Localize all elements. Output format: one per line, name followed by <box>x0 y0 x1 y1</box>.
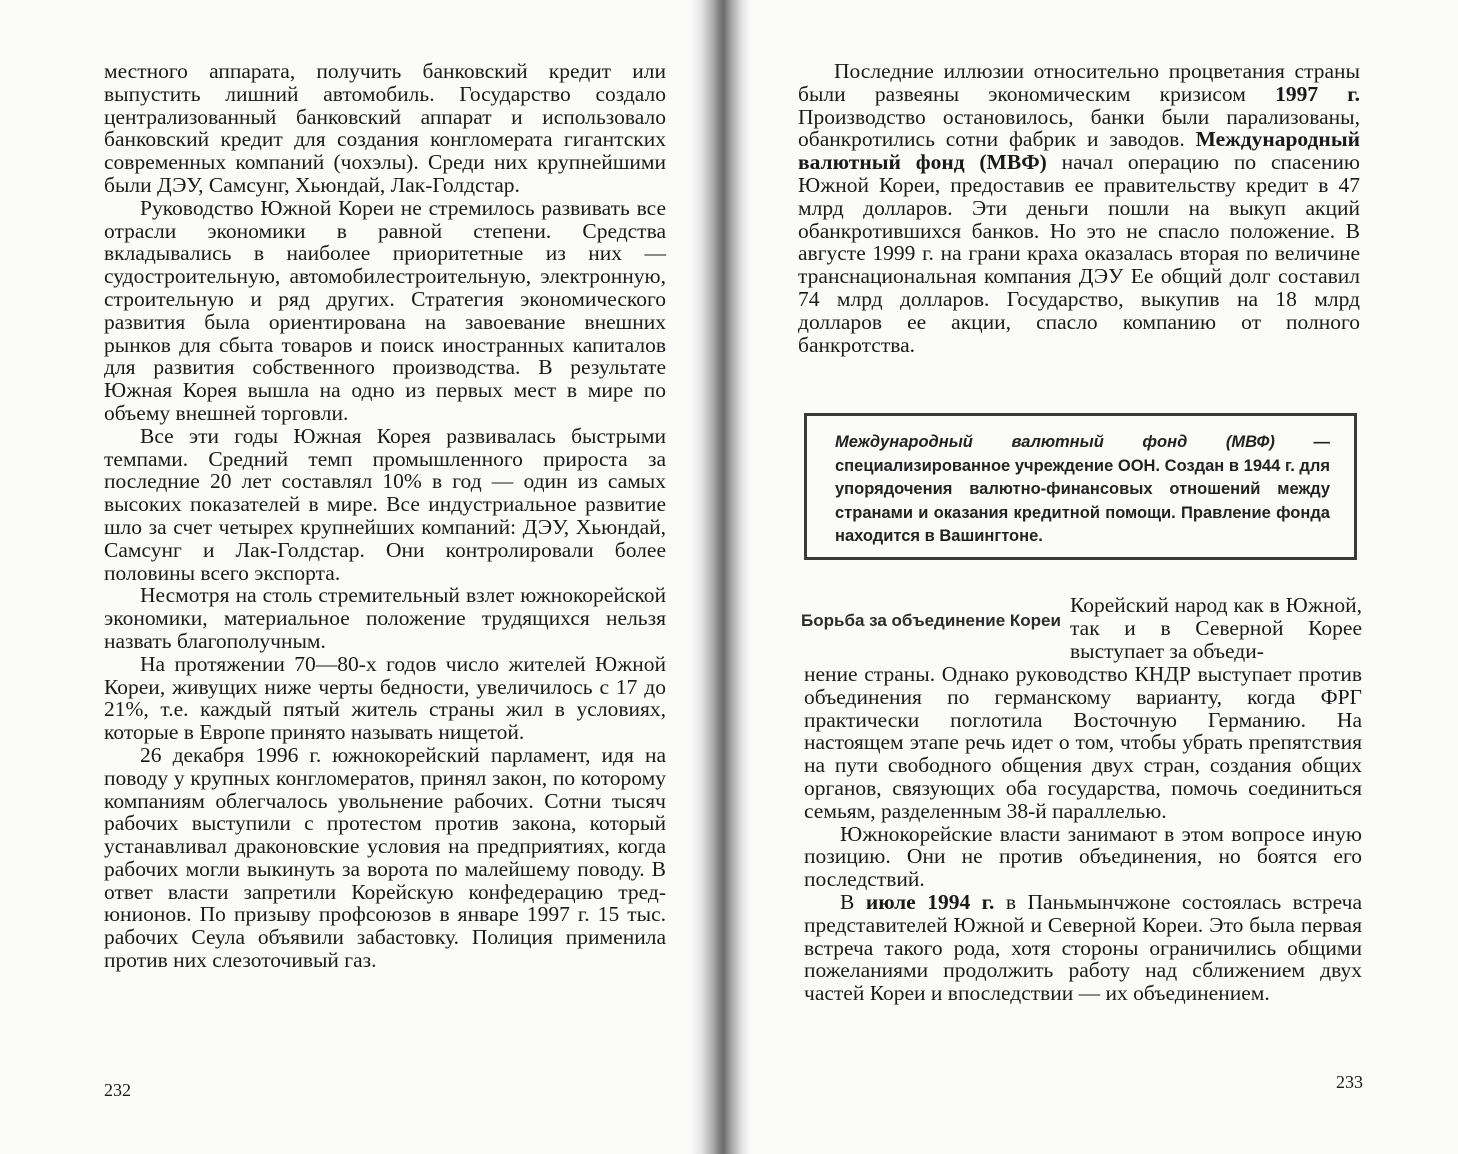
paragraph: Южнокорейские власти занимают в этом вопросе иную позицию. Они не против объединения, но боятся его последствий. <box>804 821 1362 892</box>
section-heading: Борьба за объединение Кореи <box>801 611 1061 630</box>
right-page-body <box>804 663 1362 1005</box>
definition-box <box>804 413 1357 560</box>
text-run: Производство остановилось, банки были парализованы, обанкротились сотни фабрик и заводов. <box>798 104 1360 152</box>
text-run: начал операцию по спасению Южной Кореи, предоставив ее правительству кредит в 47 млрд долларов. Эти деньги пошли на выкуп акций обанкротившихся банков. Но это не спасло положение. В августе 1999 г. на грани краха оказалась вторая по величине транснациональная компания ДЭУ Ее общий долг составил 74 млрд долларов. Государство, выкупив на 18 млрд долларов ее акции, спасло компанию от полного банкротства. <box>798 150 1360 357</box>
bold-date: 1997 г. <box>1275 81 1360 106</box>
right-page-intro <box>798 60 1360 356</box>
page-number-left: 232 <box>104 1080 131 1100</box>
left-page-body <box>104 60 666 972</box>
book-gutter <box>690 0 750 1154</box>
heading-side-text <box>1070 594 1362 662</box>
bold-term: Международный валютный фонд (МВФ) <box>798 127 1360 175</box>
paragraph: Корейский народ как в Южной, так и в Северной Корее выступает за объеди- <box>1070 593 1362 663</box>
page-number-right: 233 <box>1336 1072 1363 1092</box>
paragraph: 26 декабря 1996 г. южнокорейский парламент, идя на поводу у крупных конгломератов, принял закон, по которому компаниям облегчалось увольнение рабочих. Сотни тысяч рабочих выступили с протестом против закона, который устанавливал драконовские условия на предприятиях, когда рабочих могли выкинуть за ворота по малейшему поводу. В ответ власти запретили Корейскую конфедерацию тред-юнионов. По призыву профсоюзов в январе 1997 г. 15 тыс. рабочих Сеула объявили забастовку. Полиция применила против них слезоточивый газ. <box>104 742 666 973</box>
paragraph: Несмотря на столь стремительный взлет южнокорейской экономики, материальное положение трудящихся нельзя назвать благополучным. <box>104 583 666 653</box>
definition-text: — специализированное учреждение ООН. Создан в 1944 г. для упорядочения валютно-финансовых отношений между странами и оказания кредитной помощи. Правление фонда находится в Вашингтоне. <box>835 433 1330 545</box>
text-run: В <box>840 889 866 914</box>
paragraph: Все эти годы Южная Корея развивалась быстрыми темпами. Средний темп промышленного прироста за последние 20 лет составлял 10% в год — один из самых высоких показателей в мире. Все индустриальное развитие шло за счет четырех крупнейших компаний: ДЭУ, Хьюндай, Самсунг и Лак-Голдстар. Они контролировали более половины всего экспорта. <box>104 423 666 585</box>
paragraph <box>804 891 1362 1005</box>
paragraph: На протяжении 70—80-х годов число жителей Южной Кореи, живущих ниже черты бедности, увеличилось с 17 до 21%, т.е. каждый пятый житель страны жил в условиях, которые в Европе принято называть нищетой. <box>104 651 666 745</box>
definition-term: Международный валютный фонд (МВФ) <box>835 433 1275 451</box>
text-run: Последние иллюзии относительно процветания страны были развеяны экономическим кризисом <box>798 59 1360 106</box>
paragraph: нение страны. Однако руководство КНДР выступает против объединения по германскому варианту, когда ФРГ практически поглотила Восточную Германию. На настоящем этапе речь идет о том, чтобы убрать препятствия на пути свободного общения двух стран, создания общих органов, связующих оба государства, помочь соединиться семьям, разделенным 38-й параллелью. <box>804 662 1362 823</box>
paragraph <box>798 60 1360 356</box>
paragraph: Руководство Южной Кореи не стремилось развивать все отрасли экономики в равной степени. Средства вкладывались в наиболее приоритетные из них — судостроительную, автомобилестроительную, электронную, строительную и ряд других. Стратегия экономического развития была ориентирована на завоевание внешних рынков для сбыта товаров и поиск иностранных капиталов для развития собственного производства. В результате Южная Корея вышла на одно из первых мест в мире по объему внешней торговли. <box>104 195 666 425</box>
paragraph: местного аппарата, получить банковский кредит или выпустить лишний автомобиль. Государство создало централизованный банковский аппарат и использовало банковский кредит для создания конгломерата гигантских современных компаний (чохэлы). Среди них крупнейшими были ДЭУ, Самсунг, Хьюндай, Лак-Голдстар. <box>104 59 666 197</box>
text-run: в Паньмынчжоне состоялась встреча представителей Южной и Северной Кореи. Это была первая встреча такого рода, хотя стороны ограничились общими пожеланиями продолжить работу над сближением двух частей Кореи и впоследствии — их объединением. <box>804 889 1362 1006</box>
bold-date: июле 1994 г. <box>865 889 995 914</box>
